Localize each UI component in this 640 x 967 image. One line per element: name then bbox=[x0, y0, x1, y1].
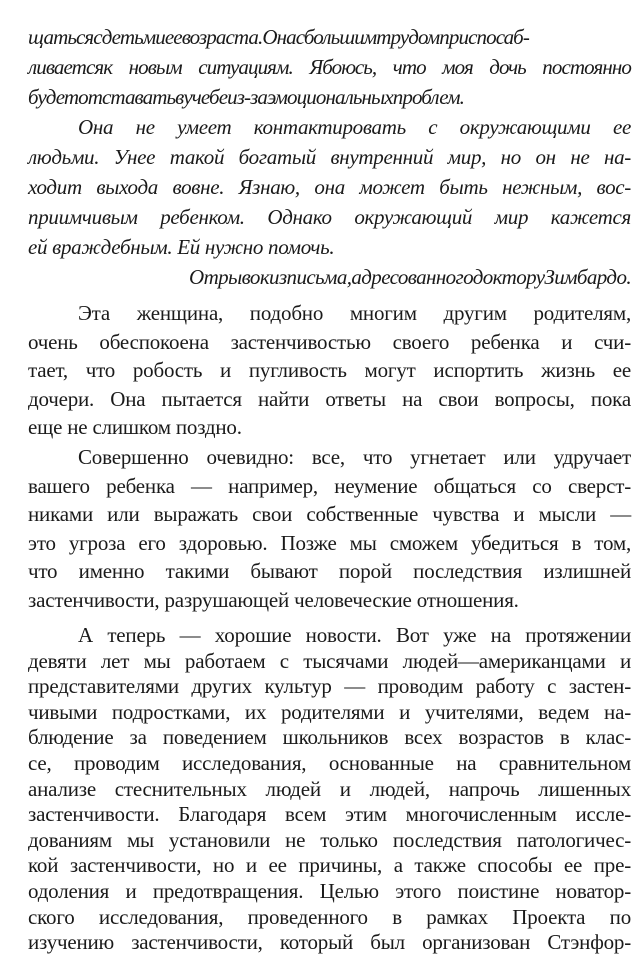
paragraph-line: представителями других культур — проводим работу с застен- bbox=[28, 674, 631, 699]
paragraph-line: кой застенчивости, но и ее причины, а также способы ее пре- bbox=[28, 853, 631, 878]
paragraph-line: А теперь — хорошие новости. Вот уже на протяжении bbox=[78, 623, 631, 647]
paragraph-line: дочери. Она пытается найти ответы на свои вопросы, пока bbox=[28, 386, 631, 411]
paragraph-line: очень обеспокоена застенчивостью своего ребенка и счи- bbox=[28, 329, 631, 354]
quote-line: будетотставатьвучебеиз-заэмоциональныхпроблем. bbox=[28, 85, 464, 109]
paragraph-line: девяти лет мы работаем с тысячами людей—американцами и bbox=[28, 648, 631, 673]
paragraph-line: ского исследования, проведенного в рамках Проекта по bbox=[28, 904, 631, 929]
paragraph-line: одоления и предотвращения. Целью этого поистине новатор- bbox=[28, 879, 631, 903]
quote-line: ходит выхода вовне. Язнаю, она может быть нежным, вос- bbox=[28, 175, 631, 199]
paragraph-line: тает, что робость и пугливость могут испортить жизнь ее bbox=[28, 358, 631, 382]
paragraph-line: изучению застенчивости, который был организован Стэнфор- bbox=[28, 930, 631, 955]
paragraph-line: никами или выражать свои собственные чувства и мысли — bbox=[28, 502, 631, 526]
paragraph-line: анализе стеснительных людей и людей, напрочь лишенных bbox=[28, 776, 631, 801]
paragraph-line: чивыми подростками, их родителями и учителями, ведем на- bbox=[28, 699, 631, 724]
paragraph-line: что именно такими бывают порой последствия излишней bbox=[28, 559, 631, 583]
paragraph-line: вашего ребенка — например, неумение общаться со сверст- bbox=[28, 473, 631, 498]
paragraph-line: се, проводим исследования, основанные на сравнительном bbox=[28, 751, 631, 775]
quote-attribution: Отрывокизписьма,адресованногодокторуЗимбардо. bbox=[189, 265, 631, 289]
quote-line: Она не умеет контактировать с окружающими ее bbox=[78, 115, 631, 139]
paragraph-line: дованиям мы установили не только последствия патологичес- bbox=[28, 827, 631, 852]
quote-line: ей враждебным. Ей нужно помочь. bbox=[28, 235, 335, 259]
quote-line: людьми. Унее такой богатый внутренний мир, но он не на- bbox=[28, 145, 631, 169]
paragraph-line: Эта женщина, подобно многим другим родителям, bbox=[78, 301, 631, 325]
paragraph-line: это угроза его здоровью. Позже мы сможем убедиться в том, bbox=[28, 530, 631, 555]
paragraph-line: еще не слишком поздно. bbox=[28, 415, 242, 439]
quote-line: ливаетсяк новым ситуациям. Ябоюсь, что моя дочь постоянно bbox=[28, 55, 631, 79]
paragraph-line: застенчивости. Благодаря всем этим многочисленным иссле- bbox=[28, 802, 631, 827]
quote-line: щатьсясдетьмиеевозраста.Онасбольшимтрудомприспосаб- bbox=[28, 25, 529, 49]
paragraph-line: блюдение за поведением школьников всех возрастов в клас- bbox=[28, 725, 631, 750]
quote-line: приимчивым ребенком. Однако окружающий мир кажется bbox=[28, 205, 631, 229]
paragraph-line: Совершенно очевидно: все, что угнетает или удручает bbox=[78, 445, 631, 469]
paragraph-line: застенчивости, разрушающей человеческие отношения. bbox=[28, 587, 519, 612]
